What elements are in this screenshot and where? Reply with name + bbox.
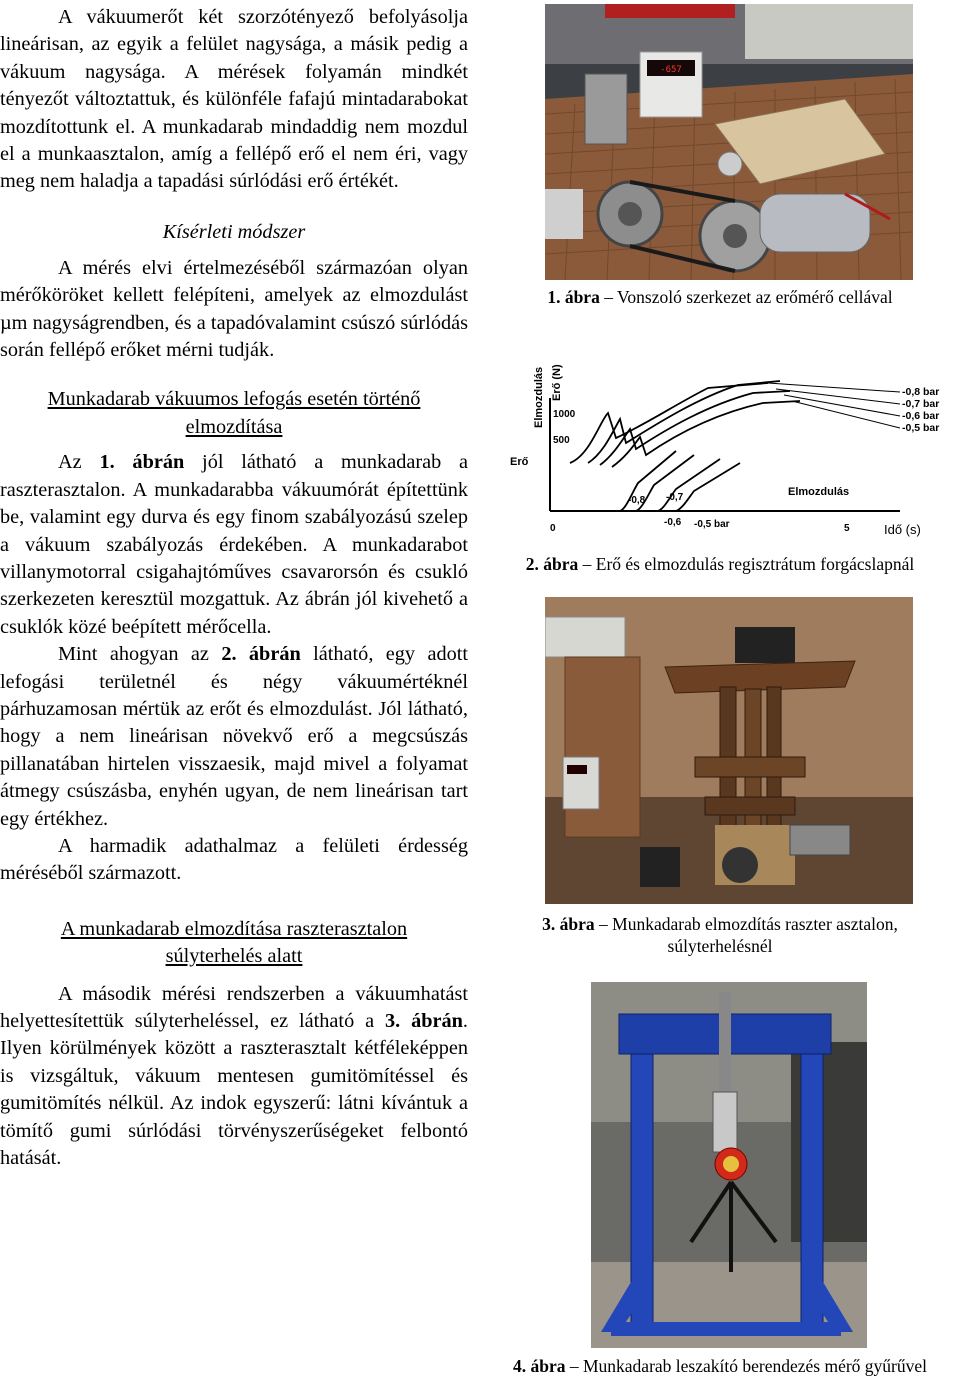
displacement-label: -0,8 — [628, 495, 646, 506]
method-paragraph: A mérés elvi értelmezéséből származóan olyan mérőköröket kellett felépíteni, amelyek az elmozdulást µm nagyságrendben, és a tapadóvalamint csúszó súrlódás során fellépő erőket mérni tudják. — [0, 256, 468, 362]
display-reading: -657 — [660, 65, 682, 75]
legend-leader — [792, 401, 900, 428]
y-tick-label: 1000 — [553, 409, 576, 420]
legend-entry: -0,6 bar — [902, 410, 940, 422]
y-axis-label-force: Erő (N) — [551, 364, 563, 401]
legend-leader — [784, 395, 900, 416]
figure2-chart — [508, 343, 958, 543]
figure1-caption: 1. ábra – Vonszoló szerkezet az erőmérő cellával — [547, 287, 893, 307]
displacement-label: -0,5 bar — [694, 519, 730, 530]
displacement-series-label: Elmozdulás — [788, 486, 850, 498]
left-column — [0, 4, 468, 1172]
section-heading-experimental-method: Kísérleti módszer — [162, 220, 306, 243]
displacement-label: -0,6 — [664, 517, 682, 528]
intro-paragraph: A vákuumerőt két szorzótényező befolyásolja lineárisan, az egyik a felület nagysága, a másik pedig a vákuum nagysága. A mérések folyamán mindkét tényezőt változtattuk, és különféle fafajú mintadarabokat mozdítottunk el. A munkadarab mindaddig nem mozdul el a munkaasztalon, amíg a fellépő erő el nem éri, vagy meg nem haladja a tapadási súrlódási erő értékét. — [0, 6, 468, 193]
weight-load-paragraph: A második mérési rendszerben a vákuumhatást helyettesítettük súlyterheléssel, ez látható a 3. ábrán. Ilyen körülmények között a raszterasztalt kétféleképpen is vizsgáltuk, vákuum mentesen gumitömítéssel és gumitömítés nélkül. Az indok egyszerű: látni kívántuk a tömítő gumi súrlódási törvényszerűségeket felbontó hatását. — [0, 982, 468, 1170]
section-heading-vacuum: Munkadarab vákuumos lefogás esetén történő elmozdítása — [47, 388, 421, 438]
legend-entry: -0,5 bar — [902, 422, 940, 434]
y-axis-label-displacement: Elmozdulás — [533, 366, 545, 428]
figure4-caption: 4. ábra – Munkadarab leszakító berendezés mérő gyűrűvel — [512, 1356, 928, 1376]
section-heading-weight-load: A munkadarab elmozdítása raszterasztalon súlyterhelés alatt — [60, 917, 408, 968]
displacement-curve — [658, 459, 720, 511]
figure1-photo — [545, 4, 913, 280]
figure1-paragraph: Az 1. ábrán jól látható a munkadarab a raszterasztalon. A munkadarabba vákuumórát építettünk be, valamint egy durva és egy finom szabályozású szelep a vákuum szabályozás érdekében. A munkadarabot villanymotorral csigahajtóműves csavarorsón és csukló szerkezeten keresztül mozgattuk. Az ábrán jól kivehető a csuklók közé beépített mérőcella. — [0, 451, 469, 638]
displacement-curve — [676, 463, 740, 511]
displacement-label: -0,7 — [666, 492, 684, 503]
figure3-caption: 3. ábra – Munkadarab elmozdítás raszter asztalon, súlyterhelésnél — [542, 914, 898, 956]
figure4-photo — [591, 982, 867, 1348]
figure3-photo — [545, 597, 913, 904]
x-tick-label: 5 — [844, 523, 850, 534]
figure-reference: 1. ábrán — [99, 451, 185, 474]
x-axis-label: Idő (s) — [884, 522, 921, 537]
legend-entry: -0,8 bar — [902, 386, 940, 398]
x-tick-label: 0 — [550, 523, 556, 534]
figure2-paragraph: Mint ahogyan az 2. ábrán látható, egy adott lefogási területnél és négy vákuumértéknél párhuzamosan mértük az erőt és elmozdulást. Jól látható, hogy a nem lineárisan növekvő erő a megcsúszás pillanatában hirtelen visszaesik, majd mivel a folyamat átmegy csúszásba, enyhén ugyan, de nem lineárisan tart egy értékhez. — [0, 643, 468, 830]
figure2-caption: 2. ábra – Erő és elmozdulás regisztrátum forgácslapnál — [525, 554, 915, 574]
force-series-label: Erő — [510, 456, 529, 468]
force-displacement-chart — [510, 364, 939, 537]
legend-entry: -0,7 bar — [902, 398, 940, 410]
figure-reference: 2. ábrán — [221, 643, 301, 666]
figure-reference: 3. ábrán — [384, 1010, 463, 1032]
y-tick-label: 500 — [553, 435, 570, 446]
roughness-paragraph: A harmadik adathalmaz a felületi érdesség méréséből származott. — [0, 834, 468, 885]
